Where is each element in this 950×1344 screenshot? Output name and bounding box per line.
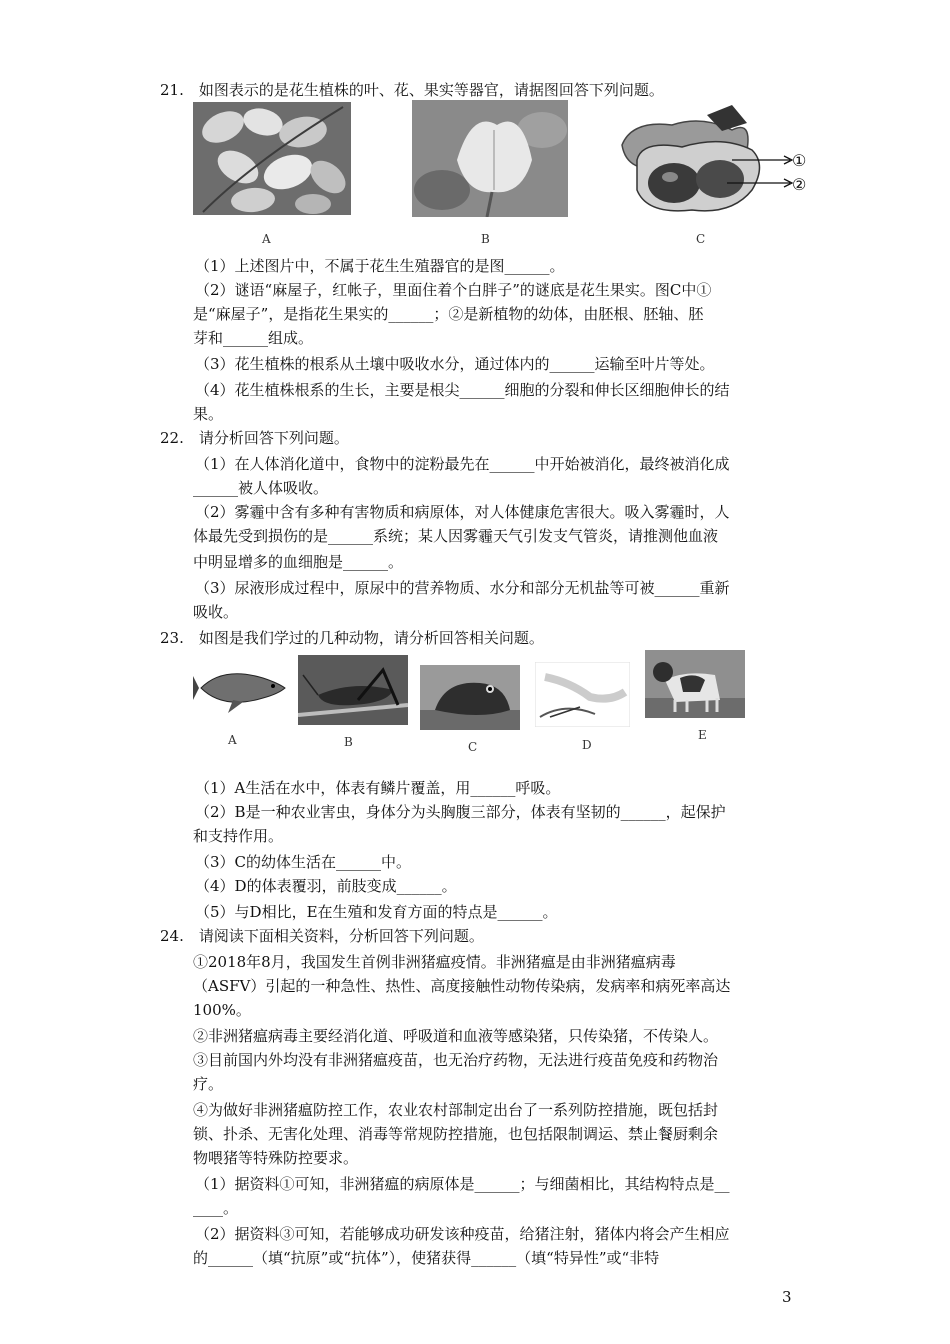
grasshopper-photo bbox=[298, 655, 408, 725]
fish-photo bbox=[193, 658, 293, 720]
marker-1: ① bbox=[792, 151, 807, 170]
peanut-flower-photo bbox=[412, 100, 568, 217]
q23-caption-d: D bbox=[582, 738, 592, 752]
q23-line-5: （4）D的体表覆羽，前肢变成______。 bbox=[195, 877, 457, 895]
q21-line-2: （2）谜语“麻屋子，红帐子，里面住着个白胖子”的谜底是花生果实。图C中① bbox=[195, 281, 712, 299]
q22-line-3: （2）雾霾中含有多种有害物质和病原体，对人体健康危害很大。吸入雾霾时，人 bbox=[195, 503, 730, 521]
q23-line-1: （1）A生活在水中，体表有鳞片覆盖，用______呼吸。 bbox=[195, 779, 561, 797]
q21-title: 21. 如图表示的是花生植株的叶、花、果实等器官，请据图回答下列问题。 bbox=[160, 81, 664, 99]
q24-line-1: ①2018年8月，我国发生首例非洲猪瘟疫情。非洲猪瘟是由非洲猪瘟病毒 bbox=[193, 953, 676, 971]
q23-line-6: （5）与D相比，E在生殖和发育方面的特点是______。 bbox=[195, 903, 558, 921]
q23-caption-b: B bbox=[344, 735, 353, 749]
q24-line-5: ③目前国内外均没有非洲猪瘟疫苗，也无治疗药物，无法进行疫苗免疫和药物治 bbox=[193, 1051, 719, 1069]
q24-line-6: 疗。 bbox=[193, 1075, 224, 1093]
q22-line-2: ______被人体吸收。 bbox=[193, 479, 329, 497]
q21-line-5: （3）花生植株的根系从土壤中吸收水分，通过体内的______运输至叶片等处。 bbox=[195, 355, 715, 373]
q23-title: 23. 如图是我们学过的几种动物，请分析回答相关问题。 bbox=[160, 629, 544, 647]
q24-line-9: 物喂猪等特殊防控要求。 bbox=[193, 1149, 359, 1167]
q24-line-3: 100%。 bbox=[193, 1001, 251, 1019]
bird-photo bbox=[535, 662, 630, 727]
q23-caption-c: C bbox=[468, 740, 478, 754]
q22-line-6: （3）尿液形成过程中，原尿中的营养物质、水分和部分无机盐等可被______重新 bbox=[195, 579, 730, 597]
q23-caption-a: A bbox=[228, 733, 237, 747]
q22-line-1: （1）在人体消化道中，食物中的淀粉最先在______中开始被消化，最终被消化成 bbox=[195, 455, 730, 473]
q24-line-13: 的______（填“抗原”或“抗体”），使猪获得______（填“特异性”或“非特 bbox=[193, 1249, 660, 1267]
q23-line-2: （2）B是一种农业害虫，身体分为头胸腹三部分，体表有坚韧的______，起保护 bbox=[195, 803, 726, 821]
q24-line-10: （1）据资料①可知，非洲猪瘟的病原体是______；与细菌相比，其结构特点是__ bbox=[195, 1175, 730, 1193]
q24-line-8: 锁、扑杀、无害化处理、消毒等常规防控措施，也包括限制调运、禁止餐厨剩余 bbox=[193, 1125, 719, 1143]
peanut-leaf-photo bbox=[193, 102, 351, 215]
q23-caption-e: E bbox=[698, 728, 707, 742]
q21-caption-b: B bbox=[481, 232, 490, 246]
q24-line-2: （ASFV）引起的一种急性、热性、高度接触性动物传染病，发病率和病死率高达 bbox=[193, 977, 731, 995]
q23-line-3: 和支持作用。 bbox=[193, 827, 284, 845]
frog-photo bbox=[420, 665, 520, 730]
q22-line-5: 中明显增多的血细胞是______。 bbox=[193, 553, 404, 571]
q22-line-4: 体最先受到损伤的是______系统；某人因雾霾天气引发支气管炎，请推测他血液 bbox=[193, 527, 719, 545]
q22-title: 22. 请分析回答下列问题。 bbox=[160, 429, 349, 447]
q24-title: 24. 请阅读下面相关资料，分析回答下列问题。 bbox=[160, 927, 484, 945]
q21-line-6: （4）花生植株根系的生长，主要是根尖______细胞的分裂和伸长区细胞伸长的结 bbox=[195, 381, 730, 399]
page-number: 3 bbox=[782, 1288, 792, 1306]
q23-line-4: （3）C的幼体生活在______中。 bbox=[195, 853, 412, 871]
q21-line-4: 芽和______组成。 bbox=[193, 329, 314, 347]
q21-line-7: 果。 bbox=[193, 405, 224, 423]
peanut-fruit-diagram bbox=[612, 105, 827, 225]
marker-2: ② bbox=[792, 175, 807, 194]
q24-line-7: ④为做好非洲猪瘟防控工作，农业农村部制定出台了一系列防控措施，既包括封 bbox=[193, 1101, 719, 1119]
q21-line-3: 是“麻屋子”，是指花生果实的______；②是新植物的幼体，由胚根、胚轴、胚 bbox=[193, 305, 704, 323]
q24-line-11: ____。 bbox=[193, 1199, 239, 1217]
q21-caption-a: A bbox=[262, 232, 271, 246]
q24-line-4: ②非洲猪瘟病毒主要经消化道、呼吸道和血液等感染猪，只传染猪，不传染人。 bbox=[193, 1027, 719, 1045]
dog-photo bbox=[645, 650, 745, 718]
q21-caption-c: C bbox=[696, 232, 706, 246]
q21-line-1: （1）上述图片中，不属于花生生殖器官的是图______。 bbox=[195, 257, 565, 275]
q22-line-7: 吸收。 bbox=[193, 603, 239, 621]
q24-line-12: （2）据资料③可知，若能够成功研发该种疫苗，给猪注射，猪体内将会产生相应 bbox=[195, 1225, 730, 1243]
